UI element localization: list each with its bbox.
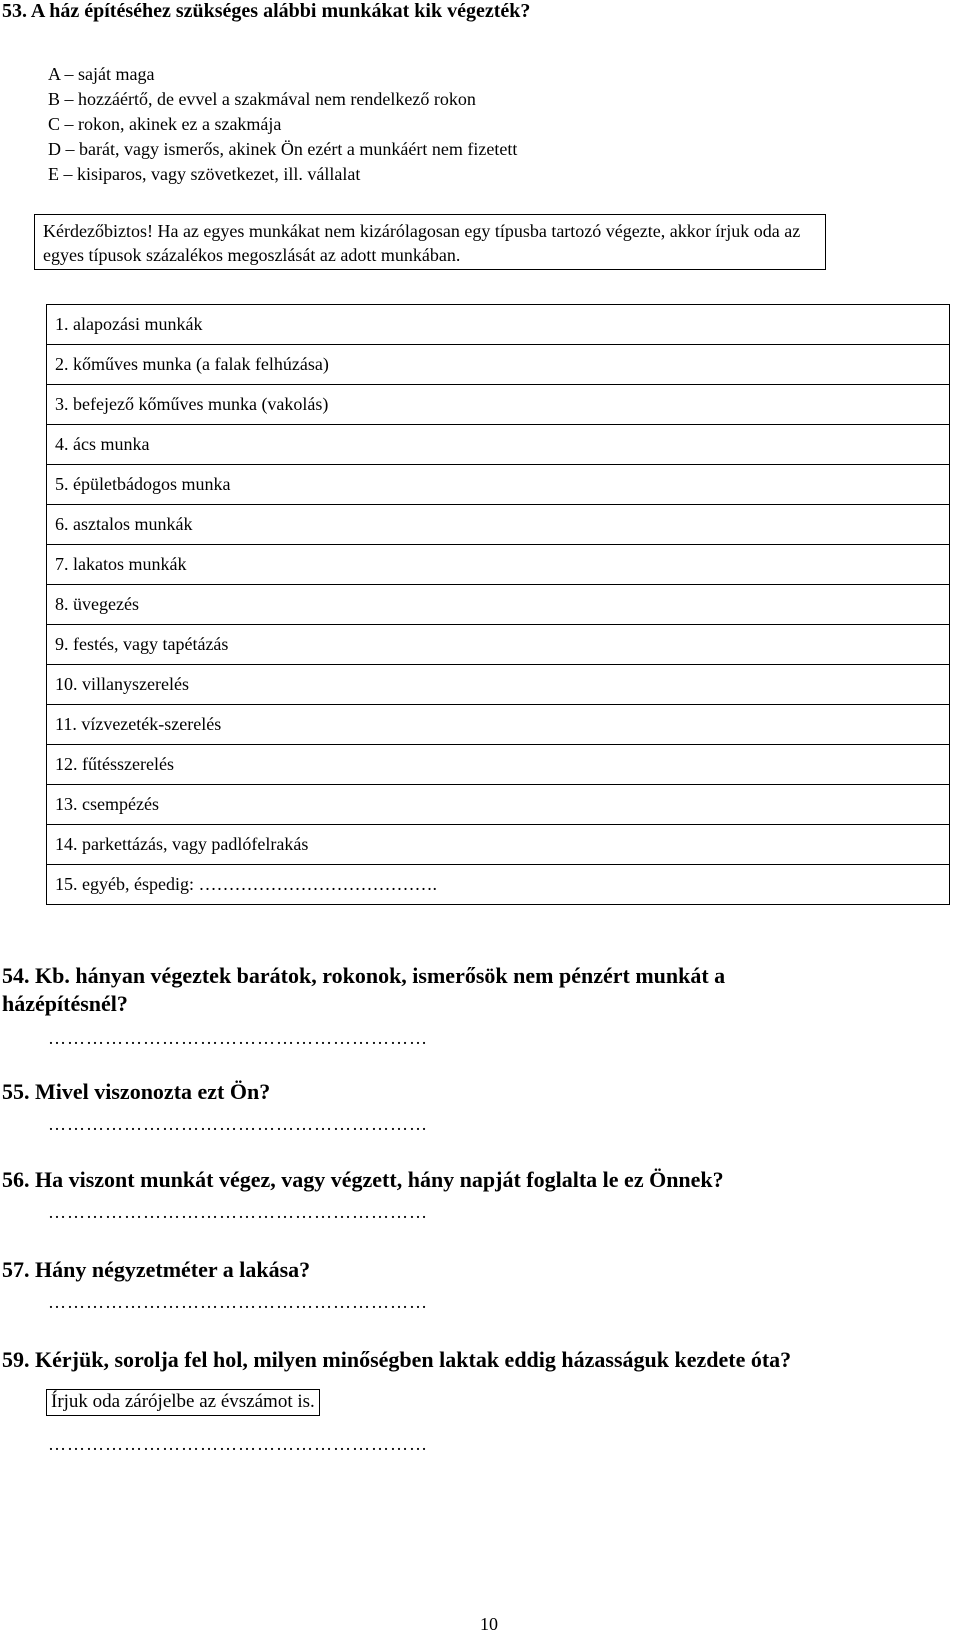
table-row: [47, 625, 950, 665]
interviewer-note-text: Ha az egyes munkákat nem kizárólagosan egy típusba tartozó végezte, akkor írjuk oda az egyes típusok százalékos megoszlását az adott munkában.: [43, 221, 801, 265]
question-57-title: 57. Hány négyzetméter a lakása?: [2, 1257, 311, 1282]
table-row: [47, 745, 950, 785]
question-59-instruction: Írjuk oda zárójelbe az évszámot is.: [46, 1389, 320, 1416]
question-54-title: [2, 962, 725, 1018]
work-item: 13. csempézés: [47, 785, 950, 825]
interviewer-note: [34, 214, 826, 270]
table-row: [47, 545, 950, 585]
table-row: [47, 465, 950, 505]
question-56-answer-field[interactable]: ……………………………………………………: [48, 1202, 428, 1222]
table-row: [47, 505, 950, 545]
work-item: 3. befejező kőműves munka (vakolás): [47, 385, 950, 425]
option-b: B – hozzáértő, de evvel a szakmával nem rendelkező rokon: [48, 89, 476, 109]
question-54-answer-field[interactable]: ……………………………………………………: [48, 1028, 428, 1048]
table-row: [47, 585, 950, 625]
work-item: 11. vízvezeték-szerelés: [47, 705, 950, 745]
option-d: D – barát, vagy ismerős, akinek Ön ezért a munkáért nem fizetett: [48, 139, 518, 159]
page-number: 10: [480, 1614, 498, 1634]
option-c: C – rokon, akinek ez a szakmája: [48, 114, 282, 134]
work-item: 5. épületbádogos munka: [47, 465, 950, 505]
work-item: 9. festés, vagy tapétázás: [47, 625, 950, 665]
question-54-title-line1: 54. Kb. hányan végeztek barátok, rokonok, ismerősök nem pénzért munkát a: [2, 963, 726, 988]
work-item: 6. asztalos munkák: [47, 505, 950, 545]
table-row: [47, 865, 950, 905]
table-row: [47, 345, 950, 385]
work-item: 4. ács munka: [47, 425, 950, 465]
question-59-answer-field[interactable]: ……………………………………………………: [48, 1434, 428, 1454]
question-59-title: 59. Kérjük, sorolja fel hol, milyen minőségben laktak eddig házasságuk kezdete óta?: [2, 1347, 792, 1372]
question-54-title-line2: házépítésnél?: [2, 991, 128, 1016]
answer-options-list: [48, 62, 517, 187]
work-item: 7. lakatos munkák: [47, 545, 950, 585]
question-57-answer-field[interactable]: ……………………………………………………: [48, 1292, 428, 1312]
table-row: [47, 665, 950, 705]
table-row: [47, 425, 950, 465]
option-e: E – kisiparos, vagy szövetkezet, ill. vállalat: [48, 164, 361, 184]
question-53-title: 53. A ház építéséhez szükséges alábbi munkákat kik végezték?: [2, 0, 531, 22]
question-56-title: 56. Ha viszont munkát végez, vagy végzett, hány napját foglalta le ez Önnek?: [2, 1167, 724, 1192]
work-types-table: [46, 304, 950, 905]
table-row: [47, 785, 950, 825]
table-row: [47, 305, 950, 345]
work-item: 8. üvegezés: [47, 585, 950, 625]
option-a: A – saját maga: [48, 64, 155, 84]
work-item: 10. villanyszerelés: [47, 665, 950, 705]
table-row: [47, 825, 950, 865]
work-item: 12. fűtésszerelés: [47, 745, 950, 785]
question-55-title: 55. Mivel viszonozta ezt Ön?: [2, 1079, 271, 1104]
question-55-answer-field[interactable]: ……………………………………………………: [48, 1114, 428, 1134]
table-row: [47, 705, 950, 745]
work-item: 2. kőműves munka (a falak felhúzása): [47, 345, 950, 385]
table-row: [47, 385, 950, 425]
work-item: 14. parkettázás, vagy padlófelrakás: [47, 825, 950, 865]
interviewer-note-label: Kérdezőbiztos!: [43, 221, 153, 241]
work-item: 1. alapozási munkák: [47, 305, 950, 345]
work-item: 15. egyéb, éspedig: ………………………………….: [47, 865, 950, 905]
